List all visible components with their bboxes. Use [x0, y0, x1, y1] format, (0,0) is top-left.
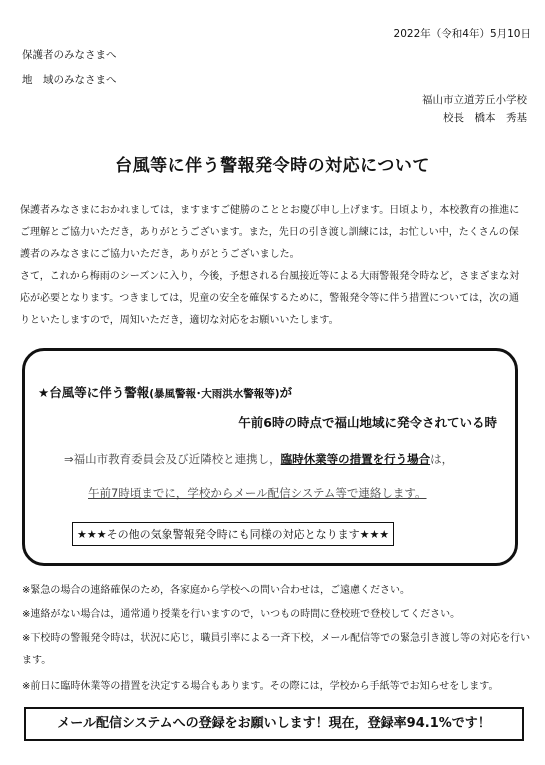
document-date: 2022年（令和4年）5月10日 [393, 28, 531, 40]
recipient-community: 地 域のみなさまへ [22, 74, 117, 86]
policy-action-suffix: は， [430, 452, 454, 466]
recipient-parents: 保護者のみなさまへ [22, 49, 117, 61]
principal-name: 校長 橋本 秀基 [443, 112, 527, 124]
policy-warning-main: ★台風等に伴う警報 [38, 385, 150, 400]
page-title: 台風等に伴う警報発令時の対応について [115, 156, 430, 176]
intro-paragraph: 保護者みなさまにおかれましては，ますますご健勝のこととお慶び申し上げます。日頃より，本校教育の推進にご理解とご協力いただき，ありがとうございます。また，先日の引き渡し訓練には，お忙しい中，たくさんの保護者のみなさまにご協力いただき，ありがとうございました。 [20, 205, 520, 260]
note-item: ※下校時の警報発令時は，状況に応じ，職員引率による一斉下校，メール配信等での緊急引き渡し等の対応を行います。 [22, 633, 531, 666]
policy-line-warning [38, 383, 292, 401]
policy-line-contact: 午前7時頃までに，学校からメール配信システム等で連絡します。 [88, 486, 427, 500]
note-item: ※緊急の場合の連絡確保のため，各家庭から学校への問い合わせは，ご遠慮ください。 [22, 585, 410, 596]
registration-banner: メール配信システムへの登録をお願いします！現在，登録率94.1%です！ [24, 707, 524, 741]
note-item: ※前日に臨時休業等の措置を決定する場合もあります。その際には，学校から手紙等でお知らせをします。 [22, 681, 499, 692]
policy-line-condition: 午前6時の時点で福山地域に発令されている時 [238, 415, 497, 430]
policy-line-action [64, 451, 453, 467]
policy-action-emphasis: 臨時休業等の措置を行う場合 [280, 452, 431, 466]
note-item: ※連絡がない場合は，通常通り授業を行いますので，いつもの時間に登校班で登校してください。 [22, 609, 461, 620]
policy-line-other-warnings: ★★★その他の気象警報発令時にも同様の対応となります★★★ [72, 522, 394, 546]
policy-warning-types: (暴風警報･大雨洪水警報等) [149, 388, 280, 400]
policy-warning-tail: が [279, 385, 293, 400]
school-name: 福山市立道芳丘小学校 [422, 94, 527, 106]
policy-action-prefix: ⇒福山市教育委員会及び近隣校と連携し， [64, 452, 281, 466]
notice-paragraph: さて，これから梅雨のシーズンに入り，今後，予想される台風接近等による大雨警報発令時など，さまざまな対応が必要となります。つきましては，児童の安全を確保するために，警報発令等に伴う措置については，次の通りといたしますので，周知いただき，適切な対応をお願いいたします。 [20, 271, 520, 326]
